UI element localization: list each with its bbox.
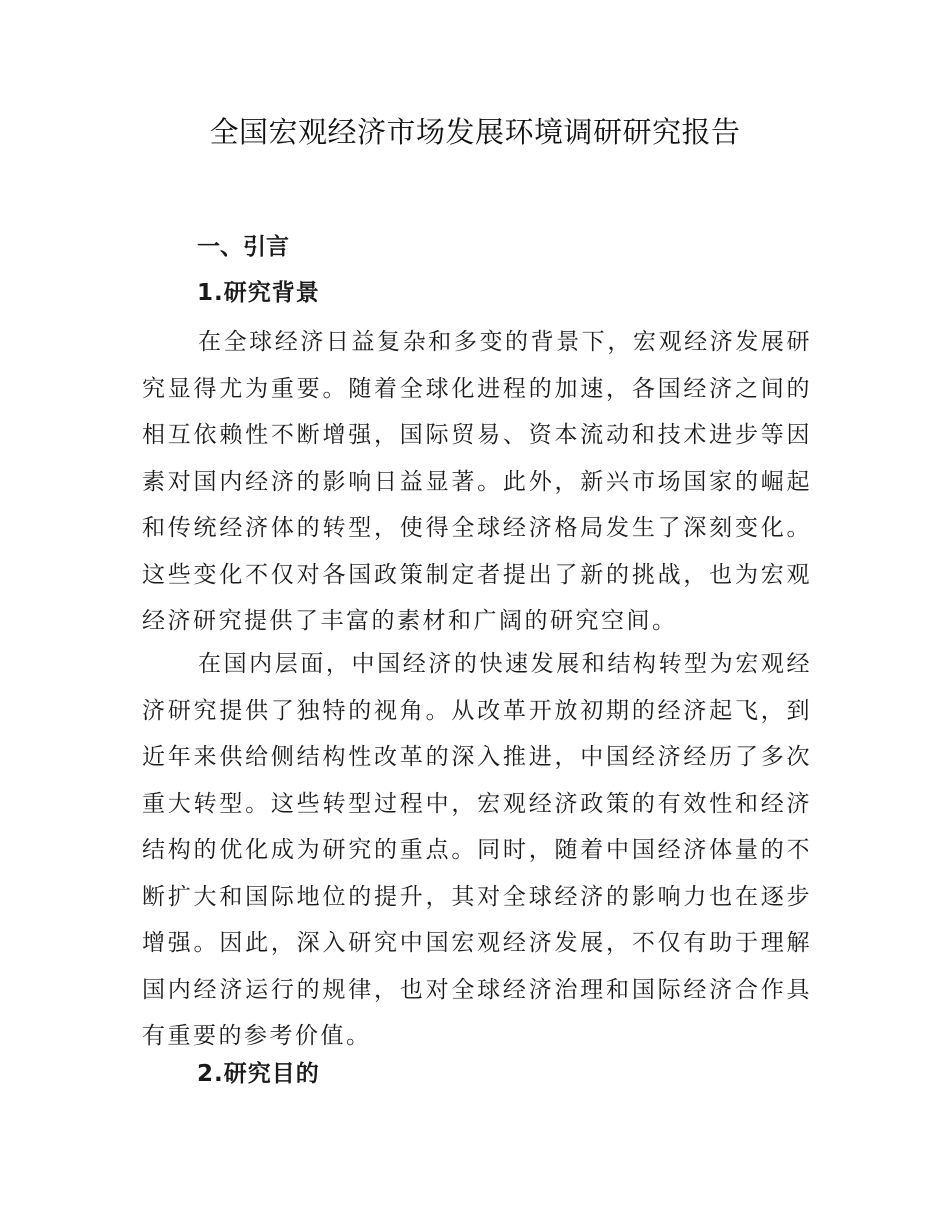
section-heading-introduction: 一、引言 xyxy=(197,234,289,260)
subsection-heading-research-background: 1.研究背景 xyxy=(197,280,320,306)
paragraph-global-context: 在全球经济日益复杂和多变的背景下，宏观经济发展研究显得尤为重要。随着全球化进程的加速，各国经济之间的相互依赖性不断增强，国际贸易、资本流动和技术进步等因素对国内经济的影响日益显著。此外，新兴市场国家的崛起和传统经济体的转型，使得全球经济格局发生了深刻变化。这些变化不仅对各国政策制定者提出了新的挑战，也为宏观经济研究提供了丰富的素材和广阔的研究空间。 xyxy=(142,329,812,634)
document-title: 全国宏观经济市场发展环境调研研究报告 xyxy=(209,115,741,149)
paragraph-domestic-context: 在国内层面，中国经济的快速发展和结构转型为宏观经济研究提供了独特的视角。从改革开放初期的经济起飞，到近年来供给侧结构性改革的深入推进，中国经济经历了多次重大转型。这些转型过程中，宏观经济政策的有效性和经济结构的优化成为研究的重点。同时，随着中国经济体量的不断扩大和国际地位的提升，其对全球经济的影响力也在逐步增强。因此，深入研究中国宏观经济发展，不仅有助于理解国内经济运行的规律，也对全球经济治理和国际经济合作具有重要的参考价值。 xyxy=(142,651,812,1049)
subsection-heading-research-purpose: 2.研究目的 xyxy=(197,1061,320,1087)
